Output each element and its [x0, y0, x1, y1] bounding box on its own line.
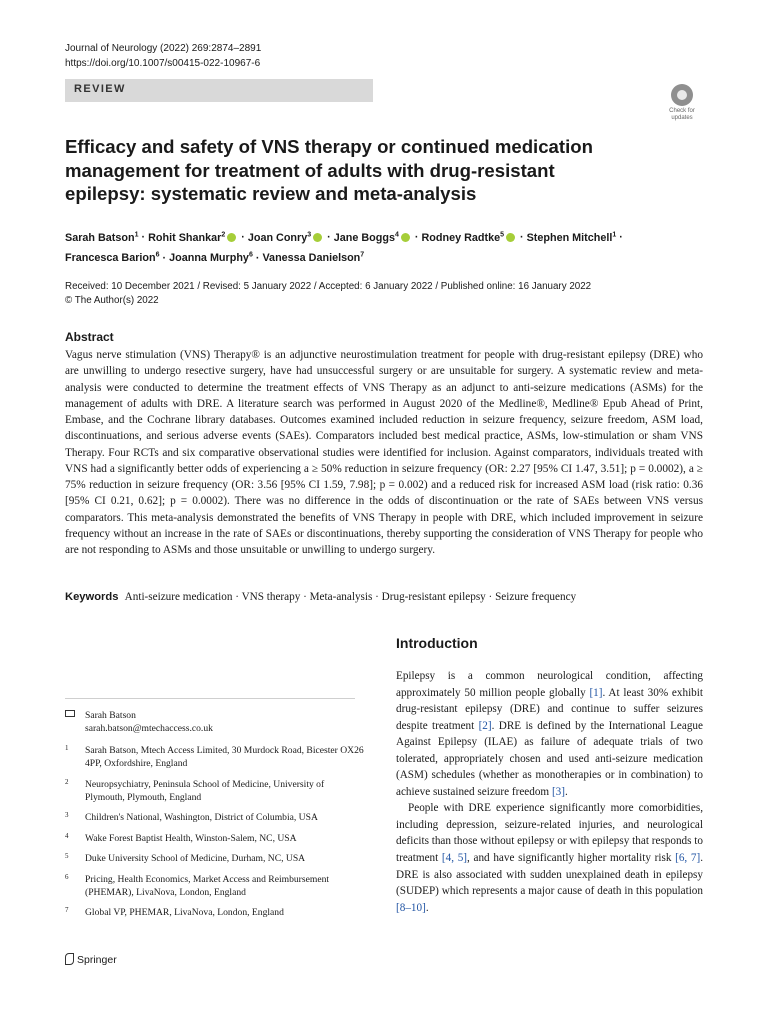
abstract-text: Vagus nerve stimulation (VNS) Therapy® is an adjunctive neurostimulation treatment for people with drug-resistant epilepsy (DRE) who are unwilling to undergo resective surgery, have had unsuccessful surgery or are unsuitable for surgery. A systematic review and meta-analysis were conducted to determine the treatment effects of VNS Therapy as an adjunct to anti-seizure medications (ASMs) for the management of adults with DRE. A literature search was performed in August 2020 of the Medline®, Medline® Epub Ahead of Print, Embase, and the Cochrane library databases. Outcomes examined included reduction in seizure frequency, seizure freedom, ASM load, discontinuations, and serious adverse events (SAEs). Comparators included best medical practice, ASMs, low-stimulation or sham VNS Therapy. Four RCTs and six comparative observational studies were identified for inclusion. Against comparators, individuals treated with VNS had a significantly better odds of experiencing a ≥ 50% reduction in seizure frequency (OR: 2.27 [95% CI 1.47, 3.51]; p = 0.0002), a ≥ 75% reduction in seizure frequency (OR: 3.56 [95% CI 1.59, 7.98]; p = 0.002) and a reduced risk for increased ASM load (risk ratio: 0.36 [95% CI 0.21, 0.62]; p = 0.0002). There was no difference in the odds of discontinuation or the rate of SAEs between VNS versus comparators. This meta-analysis demonstrated the benefits of VNS Therapy in people with DRE, which included improvement in seizure frequency without an increase in the rate of SAEs or discontinuations, thereby supporting the consideration of VNS Therapy for people who are not responding to ASMs and those unsuitable or unwilling to undergo surgery.	[65, 349, 703, 557]
affiliation-number: 1	[65, 744, 69, 752]
intro-paragraph-2	[396, 800, 703, 916]
affiliation-text: Pricing, Health Economics, Market Access and Reimbursement (PHEMAR), LivaNova, London, England	[85, 873, 330, 898]
intro-text: Epilepsy is a common neurological condition, affecting approximately 50 million people globally	[396, 670, 703, 699]
orcid-icon[interactable]	[401, 233, 410, 242]
keywords	[65, 589, 705, 605]
intro-text: .	[564, 785, 568, 798]
journal-name: Journal of Neurology (2022) 269:2874–2891	[65, 43, 262, 54]
affiliation-number: 3	[65, 811, 69, 819]
author[interactable]: Jane Boggs$^4$	[334, 232, 412, 244]
author-affiliation-number: 6	[155, 251, 160, 259]
affiliation-item	[65, 852, 365, 865]
intro-text: . DRE is also associated with sudden unexplained death in epilepsy (SUDEP) which represents a major cause of death in this population	[396, 852, 704, 898]
affiliation-item	[65, 873, 365, 899]
citation-link[interactable]: [2]	[478, 719, 492, 732]
copyright: © The Author(s) 2022	[65, 294, 159, 306]
introduction-body	[396, 668, 703, 916]
author-affiliation-number: 1	[612, 231, 617, 238]
author[interactable]: Sarah Batson$^1$	[65, 231, 139, 244]
affiliation-text: Children's National, Washington, District of Columbia, USA	[85, 812, 318, 823]
author-affiliation-number: 3	[307, 231, 312, 238]
affiliation-text: Neuropsychiatry, Peninsula School of Medicine, University of Plymouth, Plymouth, England	[85, 778, 325, 803]
author-affiliation-number: 5	[500, 231, 504, 238]
author-affiliation-number: 6	[248, 251, 253, 259]
introduction-heading: Introduction	[396, 635, 478, 651]
check-updates-icon	[671, 84, 693, 106]
affiliation-text: Global VP, PHEMAR, LivaNova, London, England	[85, 907, 284, 918]
affiliation-text: Duke University School of Medicine, Durham, NC, USA	[85, 853, 306, 864]
affiliation-item	[65, 832, 365, 845]
citation-link[interactable]: [1]	[589, 686, 603, 699]
author[interactable]: Rohit Shankar$^2$	[148, 232, 238, 244]
check-for-updates-badge[interactable]	[661, 84, 703, 124]
check-updates-text: Check for updates	[669, 108, 695, 121]
citation-link[interactable]: [4, 5]	[441, 852, 468, 865]
author-affiliation-number: 2	[221, 231, 226, 238]
contact-name: Sarah Batson	[85, 710, 136, 721]
author[interactable]: Vanessa Danielson$^7$	[262, 251, 365, 265]
affiliation-item	[65, 811, 365, 824]
journal-citation	[65, 41, 261, 71]
affiliation-divider	[65, 698, 355, 699]
citation-link[interactable]: [3]	[551, 785, 565, 798]
affiliation-list	[65, 744, 365, 927]
doi-link[interactable]: https://doi.org/10.1007/s00415-022-10967-6	[65, 58, 261, 69]
intro-text: .	[425, 901, 429, 914]
affiliation-number: 5	[65, 852, 69, 860]
author[interactable]: Rodney Radtke$^5$	[421, 232, 517, 244]
citation-link[interactable]: [8–10]	[396, 901, 426, 914]
keywords-heading: Keywords	[65, 591, 119, 603]
intro-text: . DRE is defined by the International League Against Epilepsy (ILAE) as failure of adequate trials of two tolerated, appropriately chosen and used anti-seizure medication (ASM) schedules (whether as monotherapies or in combination) to achieve sustained seizure freedom	[396, 719, 703, 798]
affiliation-text: Sarah Batson, Mtech Access Limited, 30 Murdock Road, Bicester OX26 4PP, Oxfordshire, England	[85, 745, 364, 769]
orcid-icon[interactable]	[227, 233, 236, 242]
author-affiliation-number: 4	[394, 231, 399, 238]
abstract-heading: Abstract	[65, 330, 114, 344]
section-label-bar	[65, 79, 373, 102]
author[interactable]: Stephen Mitchell$^1$	[526, 231, 617, 244]
intro-text: People with DRE experience significantly more comorbidities, including depression, seizure-related injuries, and neurological deficits than those without epilepsy or with epilepsy that responds to treatment	[396, 802, 703, 865]
author[interactable]: Joanna Murphy$^6$	[169, 251, 253, 265]
publisher-footer	[65, 953, 117, 966]
springer-logo-icon	[65, 953, 74, 965]
article-dates	[65, 280, 591, 307]
affiliation-text: Wake Forest Baptist Health, Winston-Salem, NC, USA	[85, 832, 297, 844]
intro-text: . At least 30% exhibit drug-resistant epilepsy (DRE) and continue to suffer seizures despite treatment	[396, 686, 703, 732]
affiliation-item	[65, 778, 365, 804]
article-title: Efficacy and safety of VNS therapy or continued medication management for treatment of adults with drug-resistant epilepsy: systematic review and meta-analysis	[65, 136, 593, 204]
affiliation-number: 4	[65, 831, 69, 840]
envelope-icon	[65, 710, 75, 717]
affiliation-item	[65, 906, 365, 919]
history-dates: Received: 10 December 2021 / Revised: 5 January 2022 / Accepted: 6 January 2022 / Published online: 16 January 2022	[65, 281, 592, 292]
intro-paragraph-1	[396, 668, 703, 800]
keywords-list: Anti-seizure medication · VNS therapy · Meta-analysis · Drug-resistant epilepsy · Seizure frequency	[124, 591, 577, 603]
citation-link[interactable]: [6, 7]	[675, 852, 701, 865]
author[interactable]: Francesca Barion$^6$	[65, 251, 160, 265]
section-label: REVIEW	[74, 83, 126, 95]
affiliation-item	[65, 744, 365, 770]
intro-text: , and have significantly higher mortality risk	[467, 852, 676, 865]
publisher-name: Springer	[77, 954, 117, 966]
author[interactable]: Joan Conry$^3$	[248, 232, 324, 244]
author-affiliation-number: 7	[360, 251, 365, 259]
author-list: Sarah Batson$^1$ · Rohit Shankar$^2$ · Joan Conry$^3$ · Jane Boggs$^4$ · Rodney Radtke$^5$ · Stephen Mitchell$^1$ · Francesca Barion$^6$ · Joanna Murphy$^6$ · Vanessa Danielson$^7$	[65, 231, 623, 265]
orcid-icon[interactable]	[313, 233, 322, 242]
orcid-icon[interactable]	[506, 233, 515, 242]
contact-email[interactable]: sarah.batson@mtechaccess.co.uk	[85, 723, 213, 734]
affiliation-number: 7	[65, 906, 69, 914]
affiliation-number: 6	[65, 872, 69, 881]
author-affiliation-number: 1	[134, 231, 139, 238]
affiliation-number: 2	[65, 777, 69, 786]
